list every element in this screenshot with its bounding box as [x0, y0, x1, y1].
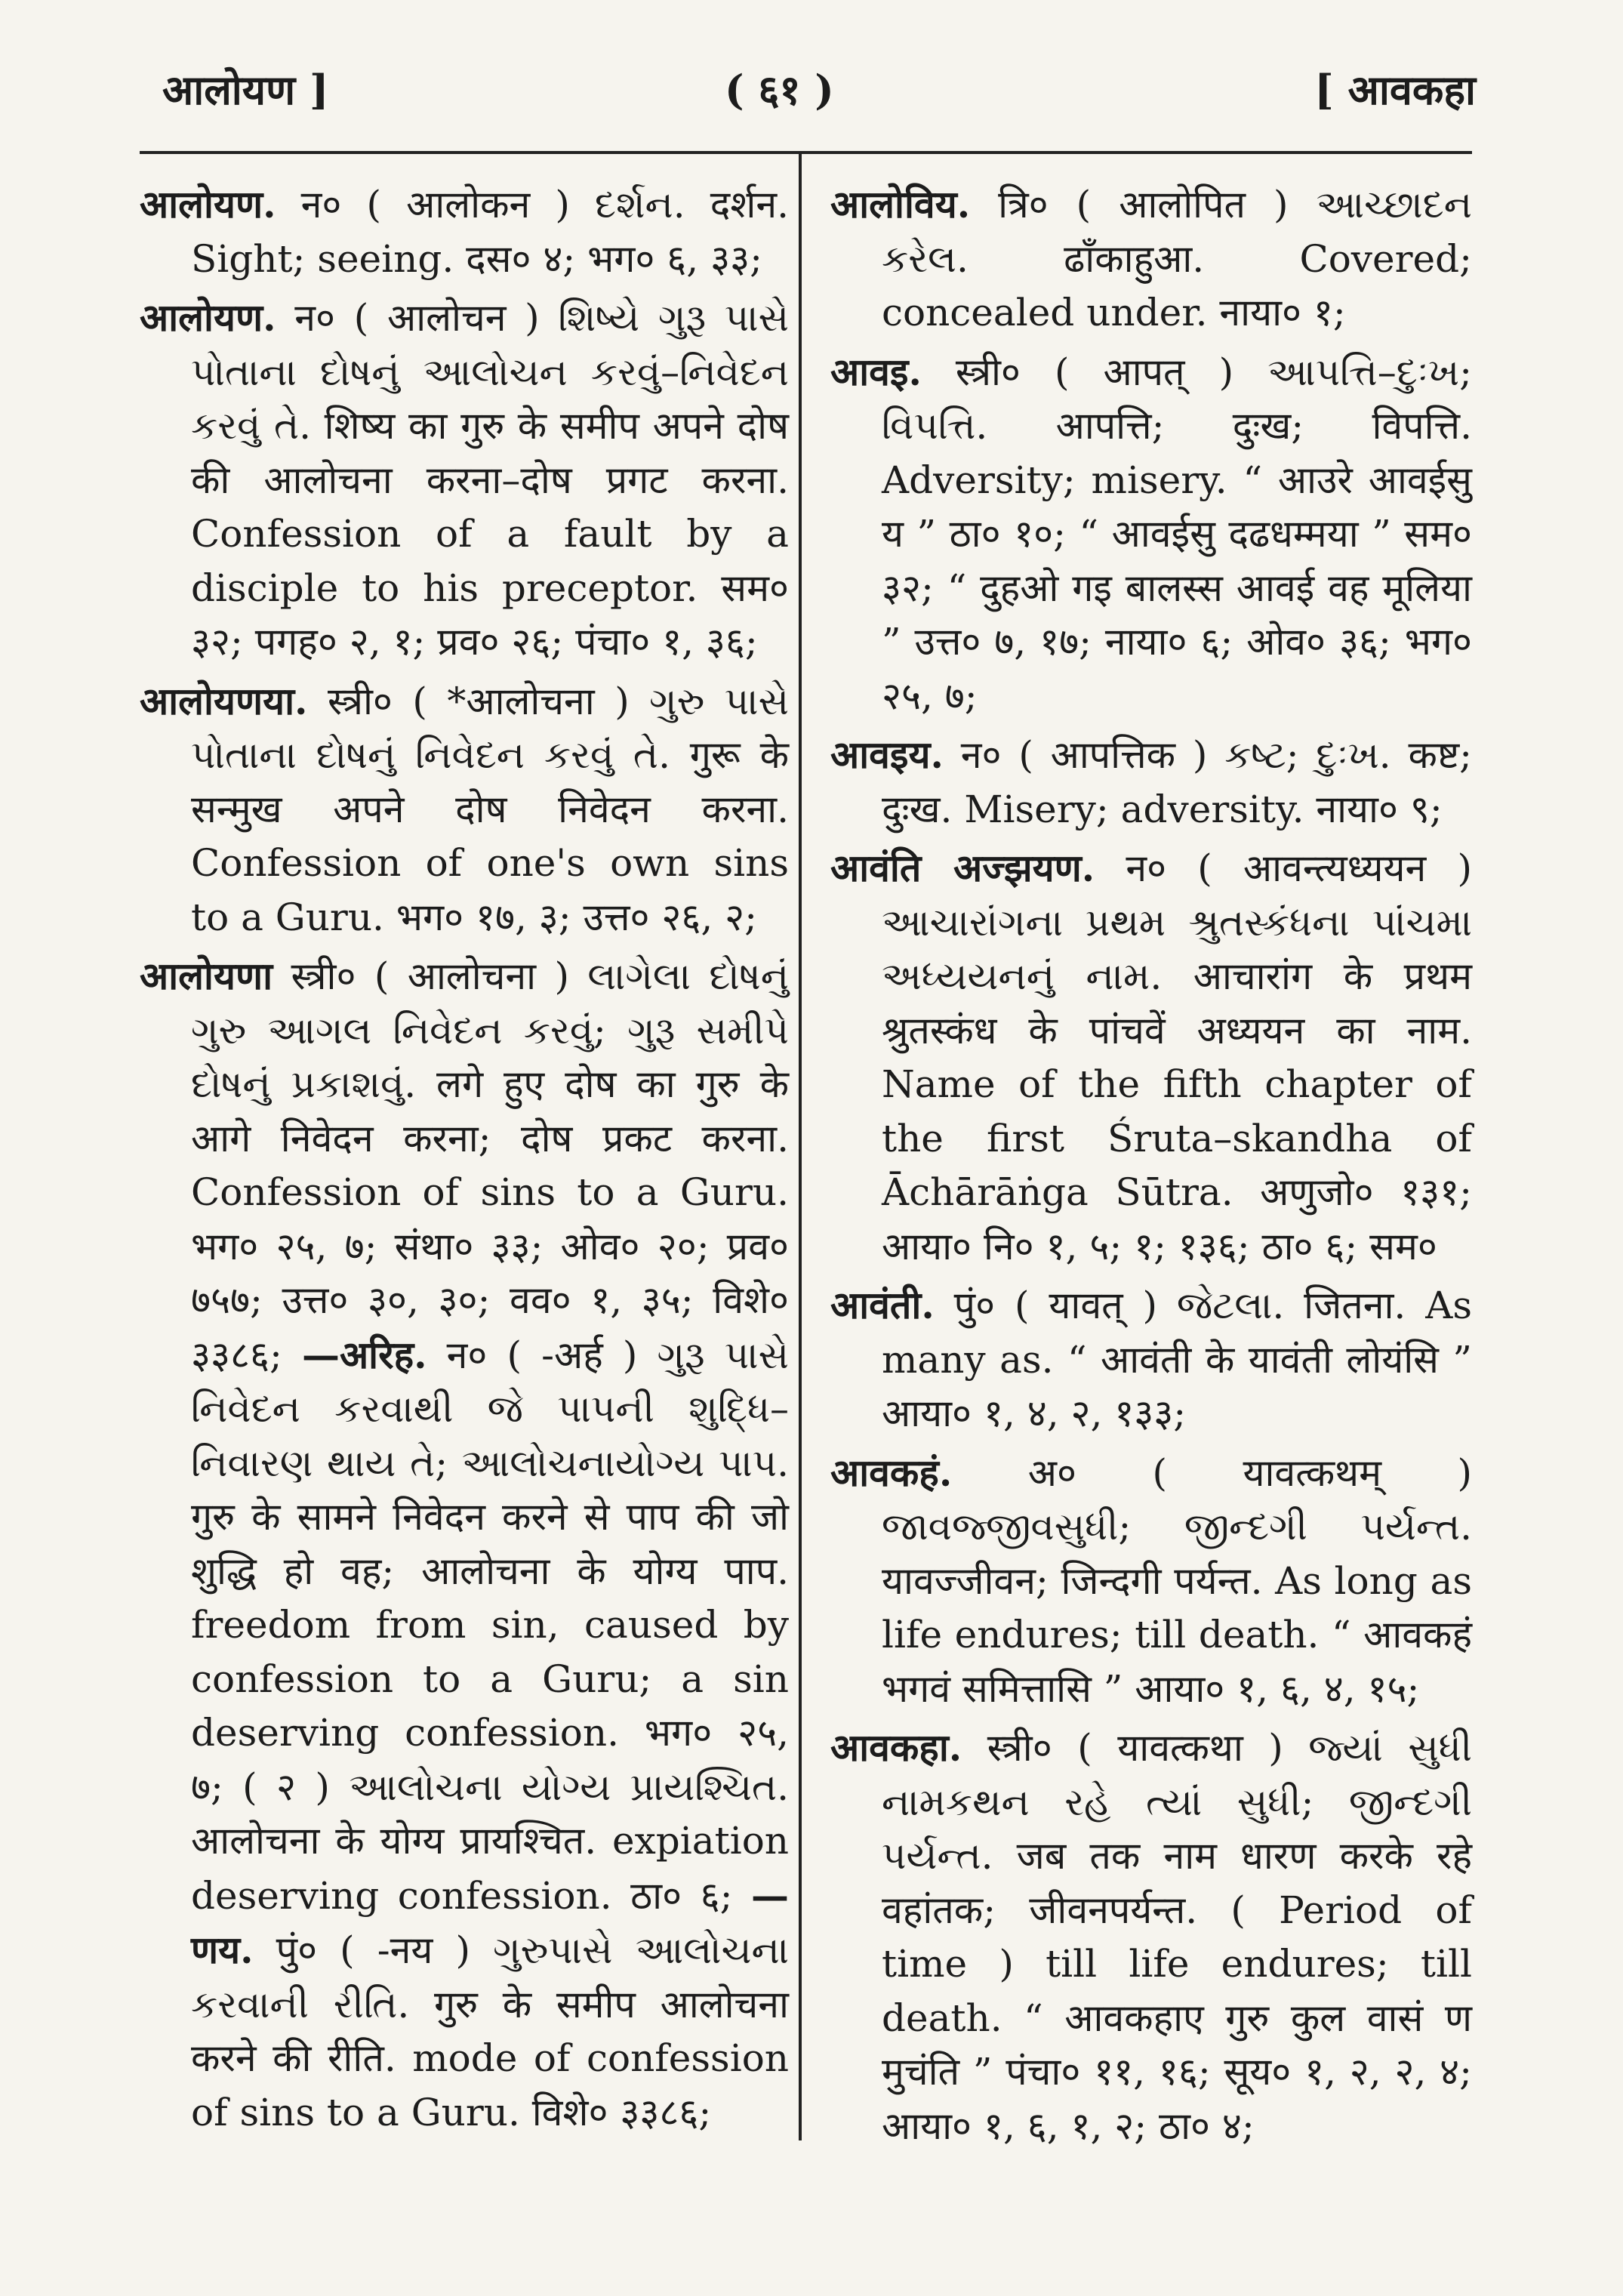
dictionary-entry [140, 291, 789, 670]
dictionary-entry [140, 674, 789, 945]
page-header [0, 45, 1623, 128]
entry-headword: आलोयणा [140, 954, 273, 998]
sub-entry-definition: न० ( -अर्ह ) ગુરૂ પાસે નિવેદન કરવાથી જે પાપની શુદ્ધિ–નિવારણ થાય તે; આલોચનાયોગ્ય પાપ. गुरु के सामने निवेदन करने से पाप की जो शुद्धि हो वह; आलोचना के योग्य पाप. freedom from sin, caused by confession to a Guru; a sin deserving confession. भग० २५, ७; ( २ ) આલોચના યોગ્ય પ્રાયશ્ચિત. आलोचना के योग्य प्रायश्चित. expiation deserving confession. ठा० ६; [191, 1333, 789, 1918]
dictionary-entry [830, 1446, 1472, 1717]
dictionary-entry [140, 177, 789, 286]
page-number: ( ६१ ) [725, 66, 834, 114]
sub-entry-headword: —अरिह. [301, 1332, 427, 1377]
dictionary-entry [830, 1278, 1472, 1441]
dictionary-entry [830, 177, 1472, 341]
entry-headword: आवकहा. [830, 1725, 962, 1770]
dictionary-entry [140, 949, 789, 2140]
header-last-word: [ आवकहा [1314, 66, 1476, 114]
entry-definition: न० ( आलोकन ) દર્શન. दर्शन. Sight; seeing. दस० ४; भग० ६, ३३; [191, 183, 789, 281]
entry-definition: पुं० ( यावत् ) જેટલા. जितना. As many as. “ आवंती के यावंती लोयंसि ” आया० १, ४, २, १३३; [882, 1284, 1472, 1435]
left-column [140, 177, 789, 2144]
entry-headword: आलोयण. [140, 295, 276, 340]
entry-headword: आवइ. [830, 349, 922, 394]
entry-headword: आलोयणया. [140, 678, 308, 723]
entry-headword: आलोविय. [830, 182, 971, 227]
entry-definition: अ० ( यावत्कथम् ) જાવજ્જીવસુધી; જીન્દગી પર્યન્ત. यावज्जीवन; जिन्दगी पर्यन्त. As long as life endures; till death. “ आवकहं भगवं समित्तासि ” आया० १, ६, ४, १५; [882, 1450, 1472, 1711]
entry-headword: आवकहं. [830, 1450, 953, 1495]
entry-definition: न० ( आलोचन ) શિષ્યે ગુરૂ પાસે પોતાના દોષનું આલોચન કરવું–નિવેદન કરવું તે. शिष्य का गुरु के समीप अपने दोष की आलोचना करना–दोष प्रगट करना. Confession of a fault by a disciple to his preceptor. सम० ३२; पगह० २, १; प्रव० २६; पंचा० १, ३६; [191, 296, 789, 664]
entry-headword: आवंति अज्झयण. [830, 846, 1095, 890]
entry-headword: आवंती. [830, 1283, 935, 1327]
dictionary-entry [830, 728, 1472, 837]
entry-definition: त्रि० ( आलोपित ) આચ્છાદન કરેલ. ढाँकाहुआ. Covered; concealed under. नाया० १; [882, 183, 1472, 334]
entry-definition: न० ( आवन्त्यध्ययन ) આચારાંગના પ્રથમ શ્રુતસ્કંધના પાંચમા અધ્યયનનું નામ. आचारांग के प्रथम श्रुतस्कंध के पांचवें अध्ययन का नाम. Name of the fifth chapter of the first Śruta–skandha of Āchārāṅga Sūtra. अणुजो० १३१; आया० नि० १, ५; १; १३६; ठा० ६; सम० [882, 846, 1472, 1268]
entry-definition: स्त्री० ( आपत् ) આપત્તિ–દુઃખ; વિપત્તિ. आपत्ति; दुःख; विपत्ति. Adversity; misery. “ आउरे आवईसु य ” ठा० १०; “ आवईसु दढधम्मया ” सम० ३२; “ दुहओ गइ बालस्स आवई वह मूलिया ” उत्त० ७, १७; नाया० ६; ओव० ३६; भग० २५, ७; [882, 350, 1472, 718]
sub-entry-definition: पुं० ( -नय ) ગુરુપાસે આલોચના કરવાની રીતિ. गुरु के समीप आलोचना करने की रीति. mode of confession of sins to a Guru. विशे० ३३८६; [191, 1928, 789, 2134]
dictionary-entry [830, 1721, 1472, 2153]
dictionary-entry [830, 841, 1472, 1274]
entry-headword: आवइय. [830, 732, 944, 777]
dictionary-entry [830, 345, 1472, 724]
entry-definition: स्त्री० ( *आलोचना ) ગુરુ પાસે પોતાના દોષનું નિવેદન કરવું તે. गुरू के सन्मुख अपने दोष निवेदन करना. Confession of one's own sins to a Guru. भग० १७, ३; उत्त० २६, २; [191, 679, 789, 939]
sub-entry-headword: —णय. [191, 1872, 789, 1972]
right-column [830, 177, 1472, 2158]
header-rule [140, 151, 1472, 154]
header-first-word: आलोयण ] [162, 66, 329, 114]
entry-definition: न० ( आपत्तिक ) કષ્ટ; દુઃખ. कष्ट; दुःख. Misery; adversity. नाया० ९; [882, 733, 1472, 831]
entry-definition: स्त्री० ( आलोचना ) લાગેલા દોષનું ગુરુ આગલ નિવેદન કરવું; ગુરૂ સમીપે દોષનું પ્રકાશવું. लगे हुए दोष का गुरु के आगे निवेदन करना; दोष प्रकट करना. Confession of sins to a Guru. भग० २५, ७; संथा० ३३; ओव० २०; प्रव० ७५७; उत्त० ३०, ३०; वव० १, ३५; विशे० ३३८६; [191, 954, 789, 1377]
column-divider [799, 151, 802, 2140]
entry-definition: स्त्री० ( यावत्कथा ) જ્યાં સુધી નામકથન રહે ત્યાં સુધી; જીન્દગી પર્યન્ત. जब तक नाम धारण करके रहे वहांतक; जीवनपर्यन्त. ( Period of time ) till life endures; till death. “ आवकहाए गुरु कुल वासं ण मुचंति ” पंचा० ११, १६; सूय० १, २, २, ४; आया० १, ६, १, २; ठा० ४; [882, 1726, 1472, 2148]
entry-headword: आलोयण. [140, 182, 276, 227]
